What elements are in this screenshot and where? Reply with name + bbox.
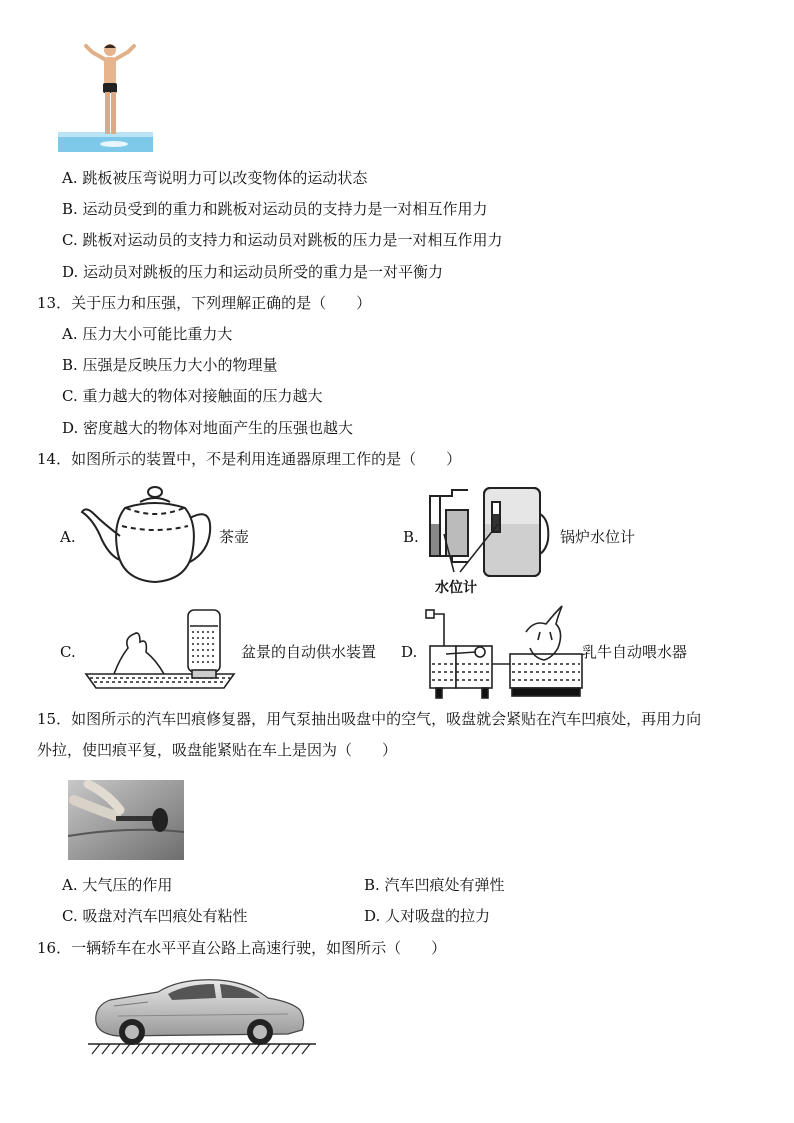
- q14-b-letter: B.: [403, 528, 419, 546]
- q13-option-c: C. 重力越大的物体对接触面的压力越大: [62, 387, 323, 405]
- bonsai-water-device-image: [84, 608, 236, 694]
- q15-option-a: A. 大气压的作用: [62, 876, 173, 894]
- q15-option-b: B. 汽车凹痕处有弹性: [364, 876, 505, 894]
- q12-option-c: C. 跳板对运动员的支持力和运动员对跳板的压力是一对相互作用力: [62, 231, 503, 249]
- q14-b-caption: 锅炉水位计: [560, 528, 636, 546]
- q15-stem-line2: 外拉，使凹痕平复，吸盘能紧贴在车上是因为（ ）: [37, 741, 398, 759]
- q15-stem-line1: 15．如图所示的汽车凹痕修复器，用气泵抽出吸盘中的空气，吸盘就会紧贴在汽车凹痕处，再用力向: [37, 710, 702, 728]
- q14-d-letter: D.: [401, 643, 418, 661]
- q13-option-a: A. 压力大小可能比重力大: [62, 325, 233, 343]
- q12-option-b: B. 运动员受到的重力和跳板对运动员的支持力是一对相互作用力: [62, 200, 488, 218]
- q14-a-caption: 茶壶: [219, 528, 250, 546]
- q14-stem: 14．如图所示的装置中，不是利用连通器原理工作的是（ ）: [37, 450, 462, 468]
- q13-option-b: B. 压强是反映压力大小的物理量: [62, 356, 278, 374]
- q13-option-d: D. 密度越大的物体对地面产生的压强也越大: [62, 419, 354, 437]
- q12-option-d: D. 运动员对跳板的压力和运动员所受的重力是一对平衡力: [62, 263, 444, 281]
- dent-repair-image: [68, 780, 184, 860]
- q15-option-d: D. 人对吸盘的拉力: [364, 907, 491, 925]
- q15-option-c: C. 吸盘对汽车凹痕处有粘性: [62, 907, 248, 925]
- q14-b-figure-label: 水位计: [435, 580, 477, 596]
- car-image: [88, 976, 318, 1056]
- q16-stem: 16．一辆轿车在水平平直公路上高速行驶，如图所示（ ）: [37, 939, 447, 957]
- q14-a-letter: A.: [60, 528, 76, 546]
- q12-option-a: A. 跳板被压弯说明力可以改变物体的运动状态: [62, 169, 368, 187]
- boiler-gauge-image: [424, 484, 554, 580]
- diver-image: [58, 40, 153, 155]
- teapot-image: [80, 484, 215, 588]
- q14-d-caption: 乳牛自动喂水器: [582, 643, 688, 661]
- q13-stem: 13．关于压力和压强，下列理解正确的是（ ）: [37, 294, 372, 312]
- cattle-waterer-image: [422, 602, 590, 700]
- q14-c-letter: C.: [60, 643, 76, 661]
- q14-c-caption: 盆景的自动供水装置: [241, 643, 377, 661]
